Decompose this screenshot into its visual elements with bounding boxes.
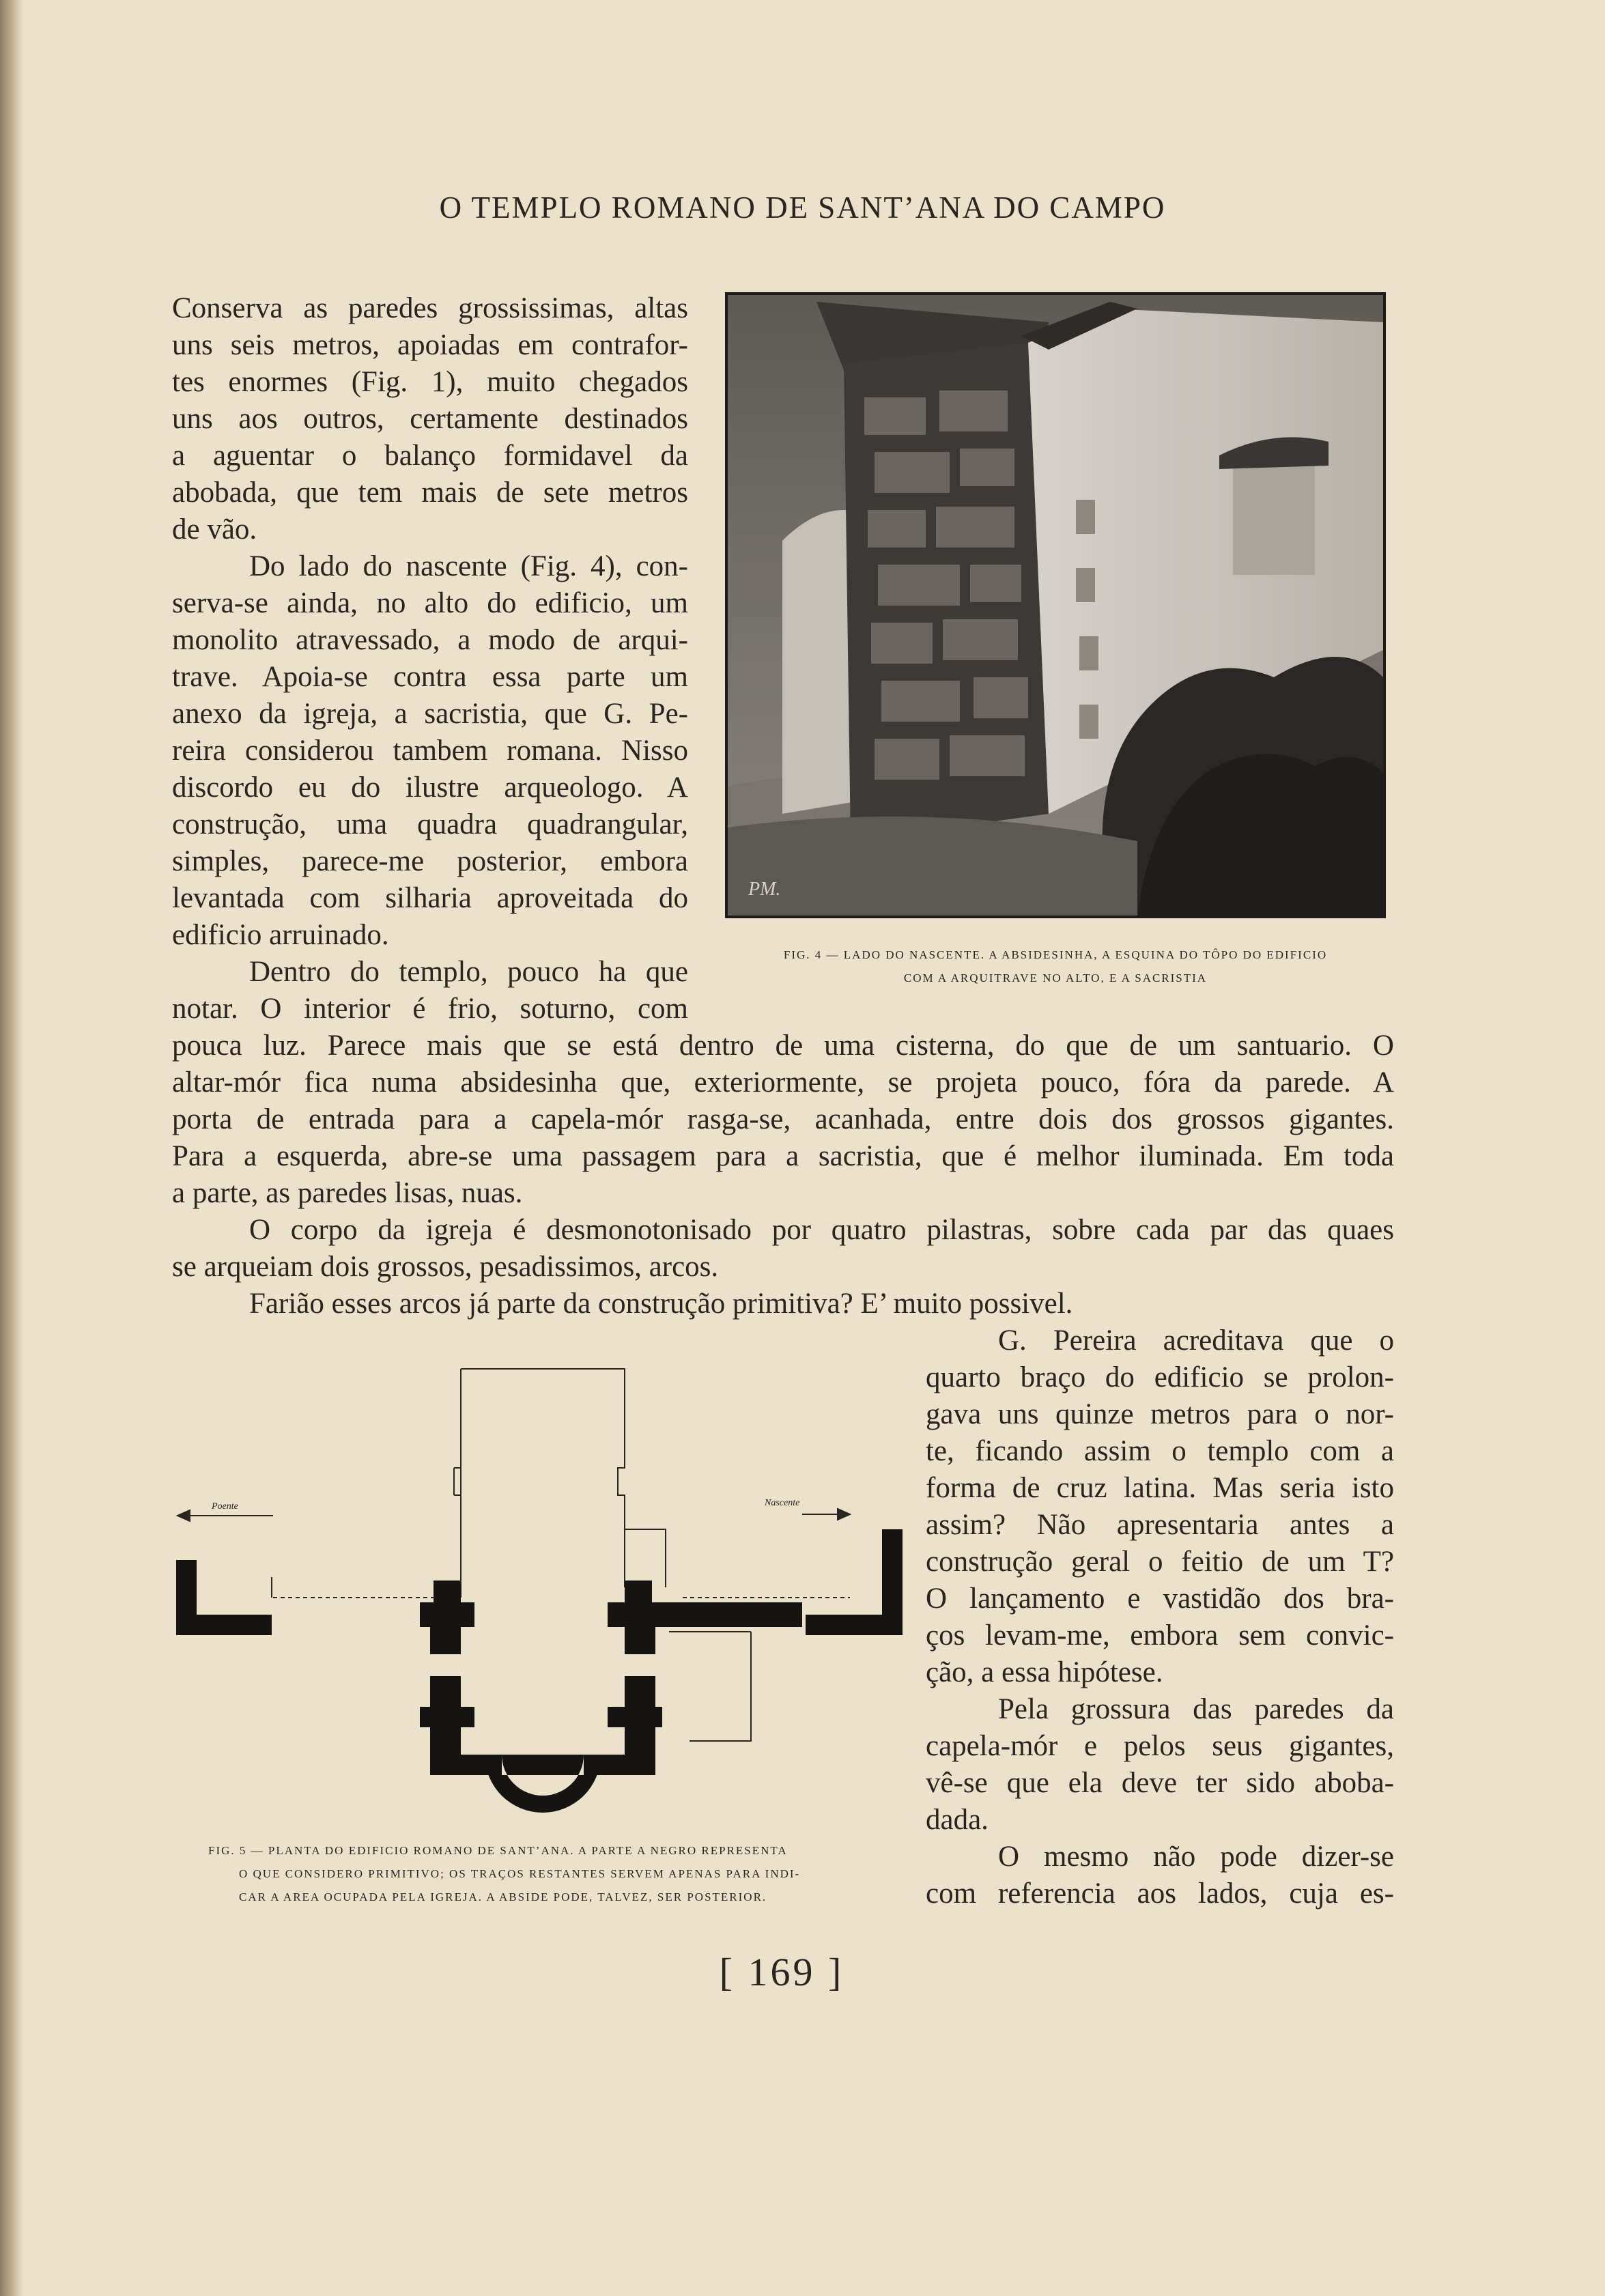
text-line: capela-mór e pelos seus gigantes, [926, 1730, 1394, 1762]
text-line: levantada com silharia aproveitada do [172, 882, 688, 914]
text-line: te, ficando assim o templo com a [926, 1435, 1394, 1467]
text-line: gava uns quinze metros para o nor- [926, 1398, 1394, 1430]
text-line: porta de entrada para a capela-mór rasga-se, acanhada, entre dois dos grossos gigantes. [172, 1103, 1394, 1135]
plan-primitive-walls [176, 1529, 903, 1813]
text-line: ços levam-me, embora sem convic- [926, 1619, 1394, 1652]
text-line: a aguentar o balanço formidavel da [172, 440, 688, 472]
plan-outline-thin [272, 1369, 850, 1741]
text-line: G. Pereira acreditava que o [998, 1324, 1394, 1357]
fig4-signature: PM. [748, 879, 781, 900]
fig5-caption-line: FIG. 5 — PLANTA DO EDIFICIO ROMANO DE SANT’ANA. A PARTE A NEGRO REPRESENTA [208, 1844, 788, 1857]
text-line: monolito atravessado, a modo de arqui- [172, 624, 688, 656]
text-line: tes enormes (Fig. 1), muito chegados [172, 366, 688, 398]
page-number: [ 169 ] [719, 1950, 844, 1994]
fig5-floor-plan [164, 1352, 915, 1830]
text-line: serva-se ainda, no alto do edificio, um [172, 587, 688, 619]
text-line: Do lado do nascente (Fig. 4), con- [249, 550, 688, 582]
plan-label-east: Nascente [765, 1498, 800, 1508]
fig5-caption-line: O QUE CONSIDERO PRIMITIVO; OS TRAÇOS RESTANTES SERVEM APENAS PARA INDI- [239, 1867, 801, 1880]
fig4-photo-drawing [728, 295, 1383, 916]
text-line: O corpo da igreja é desmonotonisado por quatro pilastras, sobre cada par das quaes [249, 1214, 1394, 1246]
text-line: pouca luz. Parece mais que se está dentro de uma cisterna, do que de um santuario. O [172, 1030, 1394, 1062]
text-line: assim? Não apresentaria antes a [926, 1509, 1394, 1541]
text-line: Farião esses arcos já parte da construção primitiva? E’ muito possivel. [249, 1288, 1073, 1320]
plan-label-west: Poente [212, 1501, 238, 1512]
text-line: abobada, que tem mais de sete metros [172, 477, 688, 509]
text-line: anexo da igreja, a sacristia, que G. Pe- [172, 698, 688, 730]
text-line: dada. [926, 1804, 989, 1836]
text-line: Dentro do templo, pouco ha que [249, 956, 688, 988]
fig5-caption-line: CAR A AREA OCUPADA PELA IGREJA. A ABSIDE PODE, TALVEZ, SER POSTERIOR. [239, 1890, 767, 1903]
text-line: Conserva as paredes grossissimas, altas [172, 292, 688, 324]
text-line: uns seis metros, apoiadas em contrafor- [172, 329, 688, 361]
running-head: O TEMPLO ROMANO DE SANT’ANA DO CAMPO [439, 190, 1166, 225]
text-line: O lançamento e vastidão dos bra- [926, 1583, 1394, 1615]
fig4-caption-line: FIG. 4 — LADO DO NASCENTE. A ABSIDESINHA, A ESQUINA DO TÔPO DO EDIFICIO [783, 948, 1328, 961]
fig4-caption-line: COM A ARQUITRAVE NO ALTO, E A SACRISTIA [903, 972, 1208, 984]
binding-edge [0, 0, 23, 2296]
text-line: de vão. [172, 513, 257, 545]
text-line: a parte, as paredes lisas, nuas. [172, 1177, 523, 1209]
text-line: forma de cruz latina. Mas seria isto [926, 1472, 1394, 1504]
text-line: altar-mór fica numa absidesinha que, exteriormente, se projeta pouco, fóra da parede. A [172, 1066, 1394, 1099]
text-line: com referencia aos lados, cuja es- [926, 1877, 1394, 1910]
text-line: notar. O interior é frio, soturno, com [172, 993, 688, 1025]
text-line: se arqueiam dois grossos, pesadissimos, arcos. [172, 1251, 719, 1283]
text-line: Para a esquerda, abre-se uma passagem para a sacristia, que é melhor iluminada. Em toda [172, 1140, 1394, 1172]
text-line: Pela grossura das paredes da [998, 1693, 1394, 1725]
text-line: O mesmo não pode dizer-se [998, 1841, 1394, 1873]
text-line: discordo eu do ilustre arqueologo. A [172, 771, 688, 804]
text-line: construção geral o feitio de um T? [926, 1546, 1394, 1578]
text-line: uns aos outros, certamente destinados [172, 403, 688, 435]
text-line: edificio arruinado. [172, 919, 389, 951]
text-line: ção, a essa hipótese. [926, 1656, 1163, 1688]
text-line: vê-se que ela deve ter sido aboba- [926, 1767, 1394, 1799]
text-line: reira considerou tambem romana. Nisso [172, 735, 688, 767]
text-line: trave. Apoia-se contra essa parte um [172, 661, 688, 693]
text-line: quarto braço do edificio se prolon- [926, 1361, 1394, 1393]
text-line: simples, parece-me posterior, embora [172, 845, 688, 877]
text-line: construção, uma quadra quadrangular, [172, 808, 688, 840]
plan-arrows [177, 1509, 850, 1521]
fig4-photo [725, 292, 1386, 918]
